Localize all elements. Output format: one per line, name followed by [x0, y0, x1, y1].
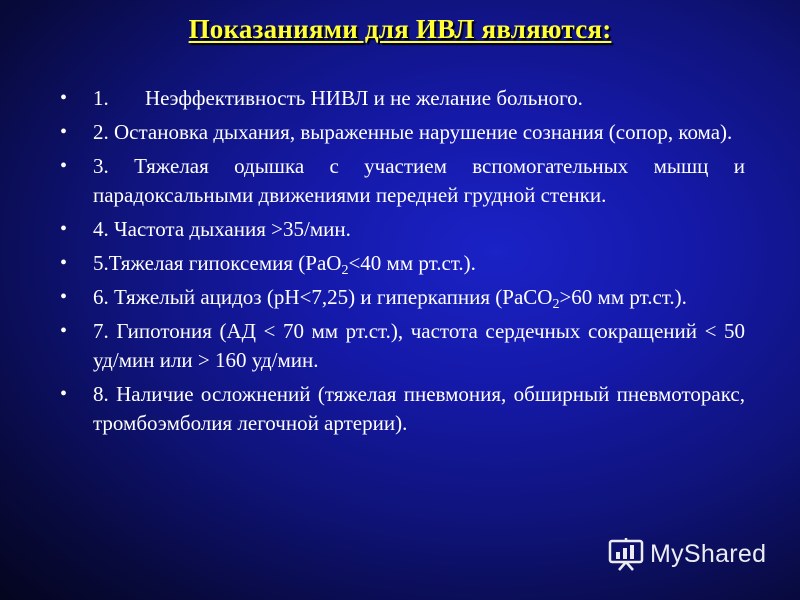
- item-text: Неэффективность НИВЛ и не желание больного.: [145, 86, 583, 110]
- list-item-6: [60, 283, 745, 312]
- item-text-after: <40 мм рт.ст.).: [348, 251, 476, 275]
- bullet-icon: •: [60, 87, 68, 109]
- watermark: [608, 534, 766, 574]
- item-text: 3. Тяжелая одышка с участием вспомогательных мышц и парадоксальными движениями передней грудной стенки.: [93, 154, 745, 207]
- item-number: 1.: [93, 86, 109, 110]
- list-item-5: [60, 249, 745, 278]
- item-text: 7. Гипотония (АД < 70 мм рт.ст.), частота сердечных сокращений < 50 уд/мин или > 160 уд/мин.: [93, 319, 745, 372]
- list-item-8: [60, 380, 745, 438]
- item-text: 4. Частота дыхания >35/мин.: [93, 217, 351, 241]
- item-text-before: 6. Тяжелый ацидоз (pH<7,25) и гиперкапния (PaCO: [93, 285, 553, 309]
- presentation-board-icon: [608, 537, 644, 571]
- item-text-after: >60 мм рт.ст.).: [559, 285, 687, 309]
- bullet-icon: •: [60, 218, 68, 240]
- bullet-icon: •: [60, 252, 68, 274]
- list-item-3: [60, 152, 745, 210]
- bullet-icon: •: [60, 383, 68, 405]
- slide-title: Показаниями для ИВЛ являются:: [188, 14, 612, 44]
- list-item-2: [60, 118, 745, 147]
- list-item-1: [60, 84, 745, 113]
- bullet-icon: •: [60, 121, 68, 143]
- item-text-before: 5.Тяжелая гипоксемия (PaO: [93, 251, 342, 275]
- bullet-icon: •: [60, 155, 68, 177]
- item-text: 8. Наличие осложнений (тяжелая пневмония, обширный пневмоторакс, тромбоэмболия легочной артерии).: [93, 382, 745, 435]
- watermark-text: MyShared: [650, 539, 767, 568]
- indications-list: [60, 84, 745, 443]
- subscript: 2: [341, 263, 349, 278]
- title-container: [0, 14, 800, 45]
- bullet-icon: •: [60, 286, 68, 308]
- item-text: 2. Остановка дыхания, выраженные нарушение сознания (сопор, кома).: [93, 120, 733, 144]
- list-item-4: [60, 215, 745, 244]
- subscript: 2: [552, 297, 560, 312]
- bullet-icon: •: [60, 320, 68, 342]
- list-item-7: [60, 317, 745, 375]
